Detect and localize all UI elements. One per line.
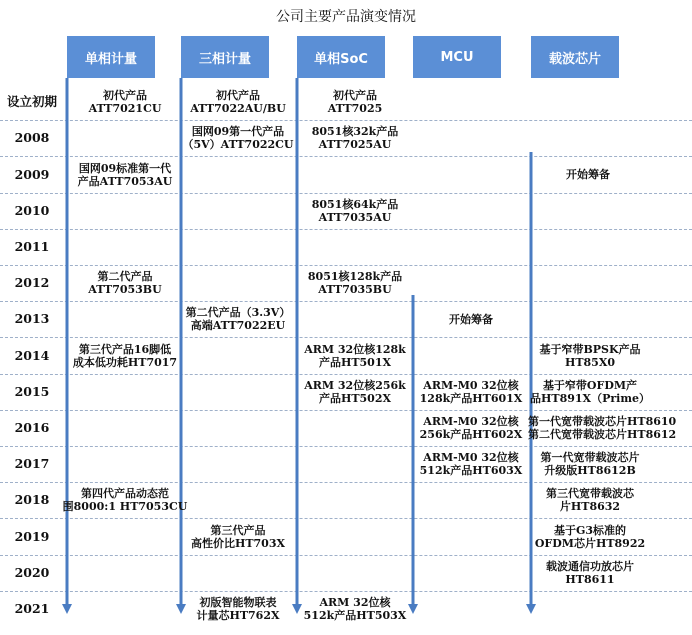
product-entry bbox=[275, 596, 435, 622]
product-entry-line: 512k产品HT603X bbox=[419, 464, 523, 478]
product-entry-line: 8051核128k产品 bbox=[307, 270, 403, 284]
product-entry-line: 第三代产品 bbox=[210, 523, 266, 537]
product-entry-line: 512k产品HT503X bbox=[303, 608, 407, 622]
product-entry-line: HT85X0 bbox=[564, 355, 616, 369]
product-entry-line: 高端ATT7022EU bbox=[190, 319, 286, 333]
product-entry-line: 第四代产品动态范 bbox=[81, 487, 169, 501]
product-entry bbox=[45, 487, 205, 513]
product-entry-line: 初版智能物联表 bbox=[199, 595, 277, 609]
product-entry-line: 第二代产品（3.3V） bbox=[185, 306, 291, 320]
year-label: 2021 bbox=[14, 600, 50, 616]
product-entry-line: 8051核32k产品 bbox=[311, 125, 399, 139]
timeline-arrowhead-4 bbox=[526, 604, 536, 614]
product-entry-line: 初代产品 bbox=[103, 89, 147, 103]
product-entry-line: 256k产品HT602X bbox=[419, 427, 523, 441]
product-entry bbox=[510, 487, 670, 513]
product-entry-line: 开始筹备 bbox=[566, 168, 610, 181]
product-entry bbox=[45, 270, 205, 296]
product-entry bbox=[275, 125, 435, 151]
column-header-4: 载波芯片 bbox=[531, 36, 619, 78]
product-entry-line: 产品HT502X bbox=[318, 391, 392, 405]
chart-title: 公司主要产品演变情况 bbox=[276, 9, 416, 25]
product-entry-line: 第三代宽带载波芯 bbox=[546, 487, 634, 501]
product-entry-line: 产品HT501X bbox=[318, 355, 392, 369]
product-entry-line: （5V）ATT7022CU bbox=[182, 138, 294, 152]
year-label: 2009 bbox=[14, 166, 50, 182]
product-entry-line: 国网09第一代产品 bbox=[191, 125, 285, 139]
product-entry bbox=[391, 313, 551, 326]
product-entry-line: 基于窄带OFDM产 bbox=[542, 378, 638, 392]
year-label: 2011 bbox=[14, 238, 50, 254]
product-entry-line: 第三代产品16脚低 bbox=[78, 342, 172, 356]
product-entry-line: 升级版HT8612B bbox=[544, 464, 636, 478]
year-label: 2008 bbox=[14, 130, 50, 146]
product-entry bbox=[158, 306, 318, 332]
product-entry-line: 8051核64k产品 bbox=[311, 197, 399, 211]
product-entry-line: 开始筹备 bbox=[449, 312, 493, 326]
product-entry-line: 第二代产品 bbox=[97, 270, 153, 284]
product-entry bbox=[45, 343, 205, 369]
product-entry bbox=[275, 89, 435, 115]
year-label: 2012 bbox=[14, 275, 50, 291]
product-entry bbox=[391, 415, 551, 441]
product-entry-line: 基于窄带BPSK产品 bbox=[539, 342, 641, 356]
product-entry-line: ATT7025 bbox=[327, 102, 383, 116]
column-header-3: MCU bbox=[413, 36, 501, 78]
product-entry-line: 载波通信功放芯片 bbox=[546, 559, 634, 573]
year-label: 2014 bbox=[14, 347, 50, 363]
year-label: 2019 bbox=[14, 528, 50, 544]
product-entry-line: 初代产品 bbox=[216, 89, 260, 103]
year-label: 设立初期 bbox=[6, 94, 57, 110]
product-entry-line: 128k产品HT601X bbox=[419, 391, 523, 405]
product-entry bbox=[510, 343, 670, 369]
year-label: 2016 bbox=[14, 419, 50, 435]
product-entry bbox=[510, 524, 670, 550]
product-entry bbox=[275, 198, 435, 224]
product-entry-line: 第二代宽带载波芯片HT8612 bbox=[528, 427, 677, 441]
product-entry bbox=[510, 379, 670, 405]
product-entry-line: ARM 32位核256k bbox=[304, 378, 406, 392]
product-entry bbox=[510, 560, 670, 586]
product-entry-line: ATT7021CU bbox=[88, 102, 162, 116]
product-entry bbox=[45, 162, 205, 188]
product-entry-line: 第一代宽带载波芯片 bbox=[540, 451, 640, 465]
product-entry-line: ARM-M0 32位核 bbox=[423, 378, 519, 392]
year-label: 2015 bbox=[14, 383, 50, 399]
product-entry-line: ATT7025AU bbox=[318, 138, 392, 152]
product-entry-line: ARM-M0 32位核 bbox=[423, 414, 519, 428]
product-entry-line: ARM 32位核 bbox=[319, 595, 391, 609]
product-entry-line: 国网09标准第一代 bbox=[78, 161, 172, 175]
column-header-1: 三相计量 bbox=[181, 36, 269, 78]
product-entry bbox=[275, 270, 435, 296]
product-entry-line: ARM-M0 32位核 bbox=[423, 451, 519, 465]
product-entry-line: ATT7035BU bbox=[318, 283, 392, 297]
year-label: 2017 bbox=[14, 456, 50, 472]
column-header-0: 单相计量 bbox=[67, 36, 155, 78]
year-label: 2010 bbox=[14, 202, 50, 218]
year-label: 2013 bbox=[14, 311, 50, 327]
product-entry-line: 品HT891X（Prime） bbox=[530, 391, 650, 405]
product-entry-line: 片HT8632 bbox=[559, 500, 621, 514]
timeline-arrowhead-0 bbox=[62, 604, 72, 614]
product-entry-line: ATT7035AU bbox=[318, 210, 392, 224]
product-entry-line: 围8000:1 HT7053CU bbox=[62, 500, 188, 514]
product-entry-line: 计量芯HT762X bbox=[196, 608, 280, 622]
product-entry bbox=[528, 415, 688, 441]
product-entry-line: 成本低功耗HT7017 bbox=[72, 355, 178, 369]
product-entry-line: 基于G3标准的 bbox=[553, 523, 627, 537]
product-entry-line: 产品ATT7053AU bbox=[77, 174, 173, 188]
column-header-2: 单相SoC bbox=[297, 36, 385, 78]
product-entry-line: OFDM芯片HT8922 bbox=[534, 536, 646, 550]
product-entry-line: ATT7022AU/BU bbox=[190, 102, 286, 116]
product-entry-line: 高性价比HT703X bbox=[190, 536, 286, 550]
product-entry-line: 初代产品 bbox=[333, 89, 377, 103]
product-entry bbox=[508, 168, 668, 181]
product-entry bbox=[275, 343, 435, 369]
product-entry bbox=[510, 451, 670, 477]
product-entry bbox=[158, 524, 318, 550]
year-label: 2020 bbox=[14, 564, 50, 580]
year-label: 2018 bbox=[14, 492, 50, 508]
product-entry-line: ATT7053BU bbox=[88, 283, 162, 297]
product-entry-line: 第一代宽带载波芯片HT8610 bbox=[528, 414, 677, 428]
product-entry-line: HT8611 bbox=[565, 572, 615, 586]
product-entry-line: ARM 32位核128k bbox=[304, 342, 406, 356]
